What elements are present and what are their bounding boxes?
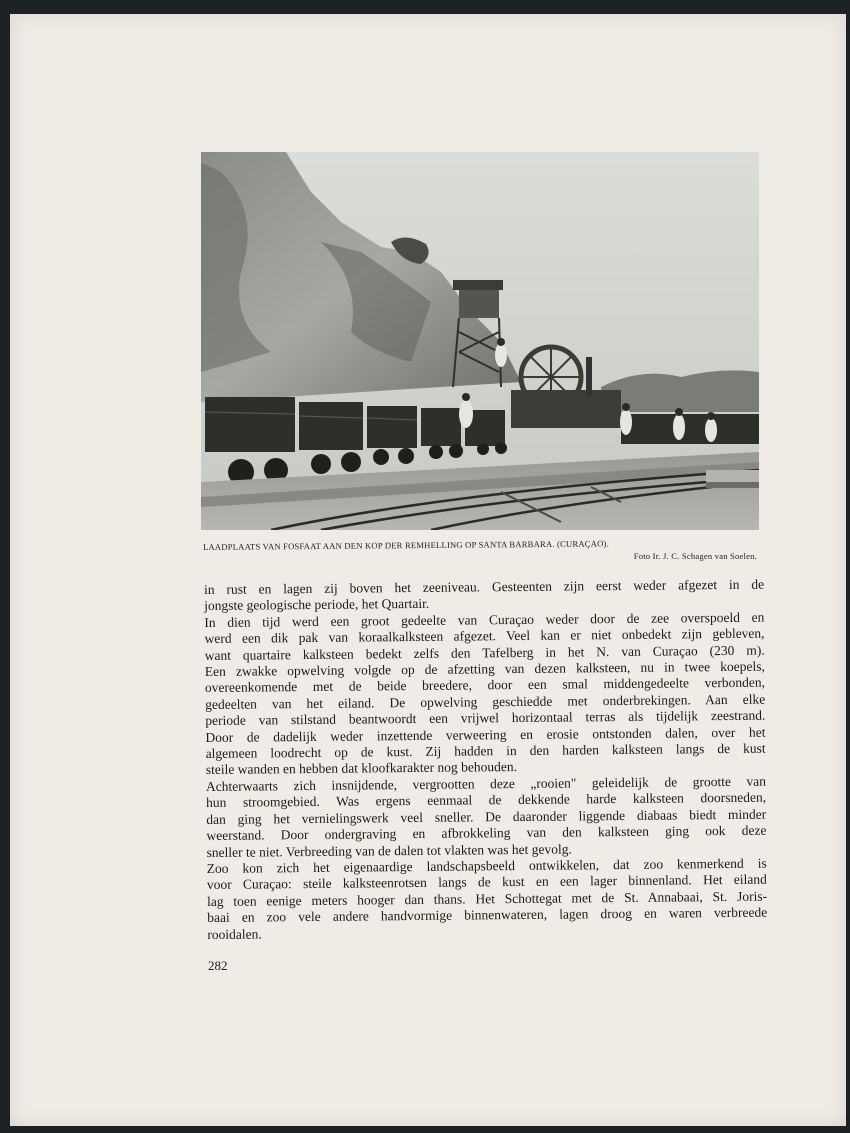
body-line: periode van stilstand beantwoordt een vrijwel horizontaal terras als tijdelijk zeestrand. (205, 707, 766, 729)
body-line: In dien tijd werd een groot gedeelte van Curaçao weder door de zee overspoeld en (204, 609, 765, 630)
body-text (204, 577, 767, 943)
body-line: baai en zoo vele andere handvormige binnenwateren, lagen droog en waren verbreede (207, 904, 768, 926)
body-line: Door de dadelijk weder inzettende verweering en erosie ontstonden dalen, over het (205, 724, 766, 745)
caption-title: LAADPLAATS VAN FOSFAAT AAN DEN KOP DER REMHELLING OP SANTA BARBARA. (CURAÇAO). (203, 538, 609, 552)
caption-credit: Foto Ir. J. C. Schagen van Soelen. (633, 551, 757, 561)
body-line: hun stroomgebied. Was ergens eenmaal de dekkende harde kalksteen doorsneden, (206, 789, 767, 811)
body-line: sneller te niet. Verbreeding van de dalen tot vlakten was het gevolg. (206, 840, 572, 860)
body-line: algemeen loodrecht op de kust. Zij hadden in den harden kalksteen langs de kust (205, 740, 766, 762)
body-line: Een zwakke opwelving volgde op de afzetting van dezen kalksteen, nu in twee koepels, (204, 658, 765, 680)
body-line: rooidalen. (207, 925, 262, 942)
page-number: 282 (208, 958, 228, 973)
body-line: voor Curaçao: steile kalksteenrotsen langs de kust en een lager binnenland. Het eiland (206, 871, 767, 893)
body-line: werd een dik pak van koraalkalksteen afgezet. Veel kan er niet onbedekt zijn gebleven, (204, 625, 765, 647)
photo-caption (203, 538, 763, 561)
body-line: jongste geologische periode, het Quartair. (204, 596, 430, 614)
body-line: steile wanden en hebben dat kloofkarakter nog behouden. (205, 759, 518, 778)
body-line: overeenkomende met de beide breedere, door een smal middengedeelte verbonden, (204, 675, 766, 696)
phosphate-loading-photo (201, 152, 759, 530)
body-line: dan ging het vernielingswerk veel sneller. De daaronder liggende diabaas biedt minder (206, 806, 767, 827)
body-line: Zoo kon zich het eigenaardige landschapsbeeld ontwikkelen, dat zoo kenmerkend is (206, 855, 767, 876)
body-line: gedeelten van het eiland. De opwelving geschiedde met onderbrekingen. Aan elke (205, 691, 766, 712)
body-line: in rust en lagen zij boven het zeeniveau. Gesteenten zijn eerst weder afgezet in de (204, 576, 765, 597)
body-line: lag toen eenige meters hooger dan thans. Het Schottegat met de St. Annabaai, St. Joris- (206, 888, 768, 909)
body-line: want quartaire kalksteen bedekt zelfs den Tafelberg in het N. van Curaçao (230 m). (204, 642, 765, 663)
body-line: weerstand. Door ondergraving en afbrokkeling van den kalksteen ging ook deze (206, 822, 767, 844)
body-line: Achterwaarts zich insnijdende, vergrootten deze „rooien" geleidelijk de grootte van (205, 773, 767, 794)
document-page (10, 14, 846, 1126)
